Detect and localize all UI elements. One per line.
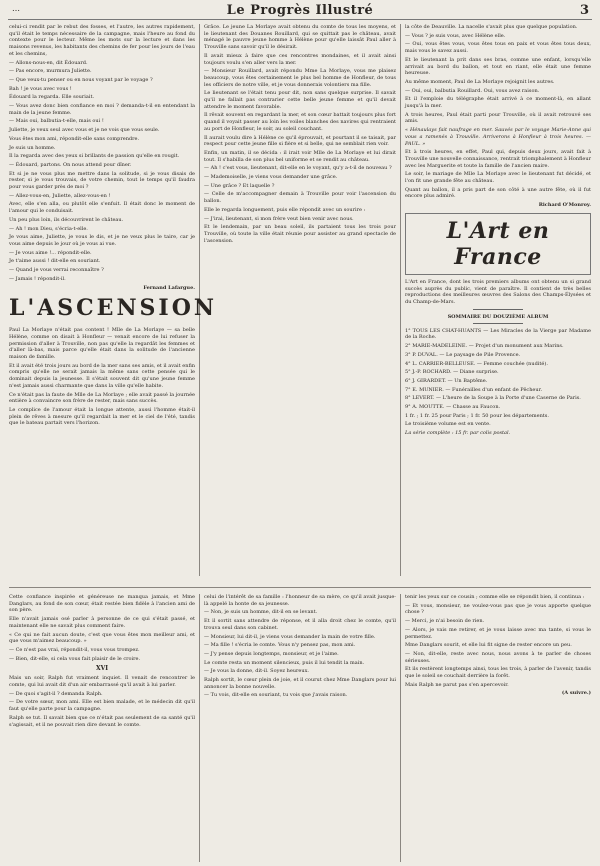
feuilleton-column-3 bbox=[405, 594, 591, 862]
paragraph: Paul La Morlaye n'était pas content ! Mlle de La Morlaye — sa belle Hélène, comme on disait à Honfleur — venait encore de lui refuser la permission d'aller à Trouville, non pas qu'elle la regardât les femmes et d'aller là-bas, mais parce qu'elle était dans la solitude de l'ancienne maison de famille. bbox=[9, 327, 195, 361]
paragraph: Et à trois heures, en effet, Paul qui, depuis deux jours, avait fait à Trouville une nouvelle connaissance, rentrait triomphalement à Honfleur avec les Marguerite et toute la famille de l'ancien maire. bbox=[405, 149, 591, 169]
album-footer: La série complète : 15 fr. par colis postal. bbox=[405, 430, 511, 437]
paragraph: — Celle de m'accompagner demain à Trouville pour voir l'ascension du ballon. bbox=[204, 191, 396, 205]
paragraph: Au même moment, Paul de La Morlaye rejoignit les autres. bbox=[405, 78, 555, 85]
paragraph: Elle le regarda longuement, puis elle répondit avec un sourire : bbox=[204, 206, 366, 213]
to-be-continued: (A suivre.) bbox=[561, 690, 591, 697]
paragraph: Et il l'emploie du télégraphe était arrivé à ce moment-là, en allant jusqu'à la mer. bbox=[405, 96, 591, 110]
paragraph: Je suis un homme. bbox=[9, 144, 56, 151]
paragraph: — Allons-nous-en, dit Édouard. bbox=[9, 59, 88, 66]
paragraph: Ralph sortit, le cœur plein de joie, et il courut chez Mme Danglars pour lui annoncer la bonne nouvelle. bbox=[204, 677, 396, 690]
paragraph: Le lieutenant se l'était tenu pour dit, non sans quelque surprise. Il savait qu'il ne fallait pas contrarier cette belle jeune femme et qu'il devait attendre le moment favorable. bbox=[204, 90, 396, 110]
advertisement-intro: L'Art en France, dont les trois premiers albums ont obtenu un si grand succès auprès du public, vient de paraître. Il contient de très belles reproductions des meilleures œuvres des Salons des Champs-Élysées et du Champ-de-Mars. bbox=[405, 278, 591, 305]
column-rule-4 bbox=[400, 594, 401, 862]
paragraph: Le complice de l'amour était la longue attente, aussi l'homme était-il plein de rêves à mesure qu'il regardait la mer et le ciel de l'été, tandis que le bateau partait vers l'horizon. bbox=[9, 406, 195, 427]
paragraph: — Je vous aime !... répondit-elle. bbox=[9, 249, 92, 256]
paragraph: — De votre sœur, mon ami. Elle est bien malade, et le médecin dit qu'il faut qu'elle parte pour la campagne. bbox=[9, 699, 195, 713]
author-signature: Fernand Lafargue. bbox=[143, 284, 195, 291]
paragraph: la côte de Deauville. La nacelle s'avait plus que quelque population. bbox=[405, 24, 578, 30]
paragraph: Il la regarda avec des yeux si brillants de passion qu'elle en rougit. bbox=[9, 153, 180, 160]
paragraph: — Ah ! c'est vous, lieutenant, dit-elle en le voyant, qu'y a-t-il de nouveau ? bbox=[204, 165, 392, 172]
paragraph: Bah ! je vous avec vous ! bbox=[9, 85, 72, 92]
album-item: 7° E. MUNIER. — Funérailles d'un enfant de Pêcheur. bbox=[405, 386, 543, 393]
paragraph: Il aurait voulu dire à Hélène ce qu'il éprouvait, et pourtant il se taisait, par respect pour cette jeune fille si fière et si belle, qui ne semblait rien voir. bbox=[204, 134, 396, 148]
art-en-france-advertisement bbox=[405, 213, 591, 275]
paragraph: « Ce qui ne fait aucun doute, c'est que vous êtes mon meilleur ami, et que vous m'aimez beaucoup. » bbox=[9, 631, 195, 645]
paragraph: Avec, elle s'en alla, ou plutôt elle s'enfuit. Il était donc le moment de l'amour qui le conduisait. bbox=[9, 201, 195, 215]
advertisement-title: L'Art en France bbox=[446, 217, 550, 270]
paragraph: Mais un soir, Ralph fut vraiment inquiet. Il venait de rencontrer le comte, qui lui avait dit d'un air embarrassé qu'il avait à lui parler. bbox=[9, 675, 195, 689]
paragraph: — Allez-vous-en, Juliette, allez-vous-en ! bbox=[9, 192, 111, 199]
paragraph: — Et vous, monsieur, ne voulez-vous pas que je vous apporte quelque chose ? bbox=[405, 602, 591, 616]
horizontal-divider bbox=[9, 587, 591, 588]
paragraph: — Ah ! mon Dieu, s'écria-t-elle. bbox=[9, 225, 88, 232]
paragraph: — Une grâce ? Et laquelle ? bbox=[204, 182, 275, 189]
paragraph: — Non, dit-elle, reste avec nous, nous avons à te parler de choses sérieuses. bbox=[405, 650, 591, 664]
paragraph: Mais Ralph ne parut pas s'en apercevoir. bbox=[405, 681, 509, 688]
page-header bbox=[8, 3, 592, 20]
paragraph: Le comte resta un moment silencieux, puis il lui tendit la main. bbox=[204, 659, 365, 666]
column-3 bbox=[405, 24, 591, 584]
header-left-mark: … bbox=[12, 4, 20, 13]
author-signature: Richard O'Monroy. bbox=[538, 202, 591, 209]
paragraph: Ce n'était pas la faute de Mlle de La Morlaye ; elle avait passé la journée entière à convaincre son frère de rester, mais sans succès. bbox=[9, 391, 195, 405]
album-item: 2° MARIE-MADELEINE. — Projet d'un monument aux Marins. bbox=[405, 343, 564, 350]
feuilleton-column-1 bbox=[9, 594, 195, 862]
album-item: 4° L. CARRIER-BELLEUSE. — Femme couchée (nudité). bbox=[405, 360, 548, 367]
paragraph: Et il sortit sans attendre de réponse, et il alla droit chez le comte, qu'il trouva seul dans son cabinet. bbox=[204, 618, 396, 631]
chapter-number: XVI bbox=[95, 665, 109, 673]
paragraph: Je t'aime aussi ! dit-elle en souriant. bbox=[9, 258, 101, 265]
column-rule-2 bbox=[400, 24, 401, 576]
divider bbox=[473, 323, 523, 324]
paragraph: Et si je ne vous plus me mettre dans la solitude, si je vous disais de rester, si je vous trouvais, de votre chemin, tout le temps qu'il faudra pour vous garder près de moi ? bbox=[9, 170, 195, 191]
paragraph: celui de l'intérêt de sa famille : l'honneur de sa mère, ce qu'il avait jusque-là appelé la honte de sa jeunesse. bbox=[204, 594, 396, 607]
album-summary-title: SOMMAIRE DU DOUZIÈME ALBUM bbox=[447, 313, 549, 320]
paragraph: Je vous aime, Juliette, je vous le dis, et je ne veux plus le taire, car je vous aime depuis le jour où je vous ai vue. bbox=[9, 234, 195, 247]
paragraph: Et il avait été trois jours au bord de la mer sans ses amis, et il avait enfin compris qu'elle ne serait jamais la même sans cette pensée qui le dominait depuis la jeunesse. Il s'était souvent dit qu'une jeune femme n'est jamais aussi charmante que dans la ville qu'elle habite. bbox=[9, 362, 195, 389]
paragraph: Un peu plus loin, ils découvrirent le château. bbox=[9, 216, 124, 223]
album-item: 6° J. GIRARDET. — Un Baptême. bbox=[405, 377, 488, 384]
paragraph: Et le lendemain, par un beau soleil, ils partaient tous les trois pour Trouville, où toute la ville était réunie pour assister au grand spectacle de l'ascension. bbox=[204, 224, 396, 244]
paragraph: — Alors, je vais me retirer, et je vous laisse avec ma tante, si vous le permettez. bbox=[405, 626, 591, 640]
album-item: 8° LEVERT. — L'heure de la Soupe à la Porte d'une Caserne de Paris. bbox=[405, 395, 581, 402]
paragraph: Juliette, je veux seul avec vous et je ne vois que vous seule. bbox=[9, 127, 160, 134]
paragraph: Elle n'avait jamais osé parler à personne de ce qui s'était passé, et maintenant elle ne savait plus comment faire. bbox=[9, 616, 195, 629]
paragraph: Il rêvait souvent en regardant la mer, et son cœur battait toujours plus fort quand il voyait passer au loin les voiles blanches des navires qui rentraient au port de Honfleur, le soir, au soleil couchant. bbox=[204, 112, 396, 132]
paragraph: — Bien, dit-elle, si cela vous fait plaisir de le croire. bbox=[9, 655, 141, 662]
paragraph: — Non, je suis un homme, dit-il en se levant. bbox=[204, 609, 318, 616]
paragraph: Ralph se tut. Il savait bien que ce n'était pas seulement de sa santé qu'il s'agissait, et il ne pouvait rien dire devant le comte. bbox=[9, 714, 195, 728]
paragraph: Enfin, un matin, il se décida : il irait voir Mlle de La Morlaye et lui dirait tout. Il s'habilla de son plus bel uniforme et se rendit au château. bbox=[204, 149, 396, 163]
paragraph: celui-ci rendit par le rebut des fosses, et l'autre, les autres rapidement, qu'il était le temps nécessaire de la campagne, mais l'heure au fond du contexte pour le lecteur. Même les mots sur la lecture et dans les maisons revenus, les habitants des chemins de fer pour les jours de l'eau et les chemins, bbox=[9, 24, 195, 57]
paragraph: — Vous avez donc bien confiance en moi ? demanda-t-il en entendant la main de la jeune femme. bbox=[9, 103, 195, 116]
paragraph: — Mais oui, balbutia-t-elle, mais oui ! bbox=[9, 118, 104, 125]
paragraph: — Oui, vous êtes vous, vous êtes tous en paix et vous êtes tous deux, mais vous le savez aussi. bbox=[405, 41, 591, 55]
paragraph: — Que veux-tu penser ou en nous voyant par le voyage ? bbox=[9, 76, 153, 83]
paragraph: — Oui, oui, balbutia Rouillard. Oui, vous avez raison. bbox=[405, 87, 540, 94]
paragraph: A trois heures, Paul était parti pour Trouville, où il avait retrouvé ses amis. bbox=[405, 111, 591, 125]
paragraph: — Mademoiselle, je viens vous demander une grâce. bbox=[204, 174, 338, 181]
paragraph: — J'y pense depuis longtemps, monsieur, et je l'aime. bbox=[204, 650, 339, 657]
telegram-text: « Hénaulays fait naufrage en mer. Sauvés par le voyage Marie-Anne qui vous a ramenés à Trouville. Arriverons à Honfleur à trois heures. — PAUL. » bbox=[405, 127, 591, 147]
paragraph: — Pas encore, murmura Juliette. bbox=[9, 68, 92, 75]
album-price: 1 fr. ; 1 fr. 25 pour Paris ; 1 fr. 50 pour les départements. bbox=[405, 412, 549, 419]
paragraph: Mme Danglars sourit, et elle lui fit signe de rester encore un peu. bbox=[405, 642, 572, 649]
column-1 bbox=[9, 24, 218, 584]
paragraph: — Édouard, partons. On nous attend pour dîner. bbox=[9, 161, 132, 168]
paragraph: Il avait mieux à faire que ces rencontres mondaines, et il avait ainsi toujours voulu s'en aller vers la mer. bbox=[204, 52, 396, 66]
paragraph: Vous êtes mon ami, répondit-elle sans comprendre. bbox=[9, 135, 140, 142]
album-note: Le troisième volume est en vente. bbox=[405, 421, 491, 428]
paragraph: Et ils restèrent longtemps ainsi, tous les trois, à parler de l'avenir, tandis que le soleil se couchait derrière la forêt. bbox=[405, 666, 591, 680]
paragraph: — Monsieur, lui dit-il, je viens vous demander la main de votre fille. bbox=[204, 633, 376, 640]
paragraph: — Ce n'est pas vrai, répondit-il, vous vous trompez. bbox=[9, 646, 140, 653]
paragraph: tenir les yeux sur ce cousin ; comme elle se répondit bien, il continua : bbox=[405, 594, 585, 600]
newspaper-title: Le Progrès Illustré bbox=[226, 3, 374, 18]
feuilleton-column-2 bbox=[204, 594, 396, 862]
paragraph: — Monsieur Rouillard, avait répondu Mme La Morlaye, vous me plaisez beaucoup, vous êtes certainement le plus bel homme de Honfleur, de tous les officiers de notre ville, et je vous donnerais volontiers ma fille. bbox=[204, 68, 396, 88]
paragraph: Cette confiance inspirée et généreuse ne manqua jamais, et Mme Danglars, au fond de son cœur, était restée bien fidèle à l'ancien ami de son père. bbox=[9, 594, 195, 614]
paragraph: — Je vous la donne, dit-il. Soyez heureux. bbox=[204, 668, 310, 675]
paragraph: — Quand je vous verrai reconnaître ? bbox=[9, 267, 104, 274]
paragraph: Édouard la regarda. Elle souriait. bbox=[9, 94, 95, 101]
column-rule-3 bbox=[199, 594, 200, 862]
column-2 bbox=[204, 24, 396, 584]
paragraph: Quant au ballon, il a pris part de son côté à une autre fête, où il fut encore plus admiré. bbox=[405, 186, 591, 200]
page-number: 3 bbox=[579, 3, 589, 18]
album-item: 1° TOUS LES CHAT-HUANTS — Les Miracles de la Vierge par Madame de la Roche. bbox=[405, 327, 591, 341]
story-continuation bbox=[9, 24, 195, 291]
paragraph: — J'irai, lieutenant, si mon frère veut bien venir avec nous. bbox=[204, 215, 354, 222]
album-item: 5° J.-P. ROCHARD. — Diane surprise. bbox=[405, 369, 499, 376]
album-item: 3° P. DUVAL. — Le paysage de Pile Provence. bbox=[405, 351, 521, 358]
paragraph: — Vous ? je suis vous, avec Hélène elle. bbox=[405, 32, 506, 39]
paragraph: — Jamais ! répondit-il. bbox=[9, 275, 66, 282]
paragraph: — Ma fille ! s'écria le comte. Vous n'y pensez pas, mon ami. bbox=[204, 642, 356, 649]
article-body bbox=[9, 327, 195, 427]
paragraph: — Tu vois, dit-elle en souriant, tu vois que j'avais raison. bbox=[204, 692, 348, 699]
paragraph: Le soir, le mariage de Mlle La Morlaye avec le lieutenant fut décidé, et l'on fit une grande fête au château. bbox=[405, 171, 591, 185]
paragraph: — Merci, je n'ai besoin de rien. bbox=[405, 618, 485, 625]
divider bbox=[473, 309, 523, 310]
paragraph: — De quoi s'agit-il ? demanda Ralph. bbox=[9, 690, 103, 697]
paragraph: Et le lieutenant la prit dans ses bras, comme une enfant, lorsqu'elle arrivait au bord du ballon, et tout en riant, elle était une femme heureuse. bbox=[405, 56, 591, 77]
paragraph: Grâce. Le jeune La Morlaye avait obtenu du comte de tous les moyens, et le lieutenant des Douanes Rouillard, qui se quittait pas le château, avait ménagé le pauvre jeune homme à Hélène pour qu'elle laissât Paul aller à Trouville sans savoir qu'il le désirait. bbox=[204, 24, 396, 51]
album-item: 9° A. MOUTTE. — Chasse au Faucon. bbox=[405, 404, 501, 411]
article-headline: L'ASCENSION bbox=[9, 295, 218, 322]
